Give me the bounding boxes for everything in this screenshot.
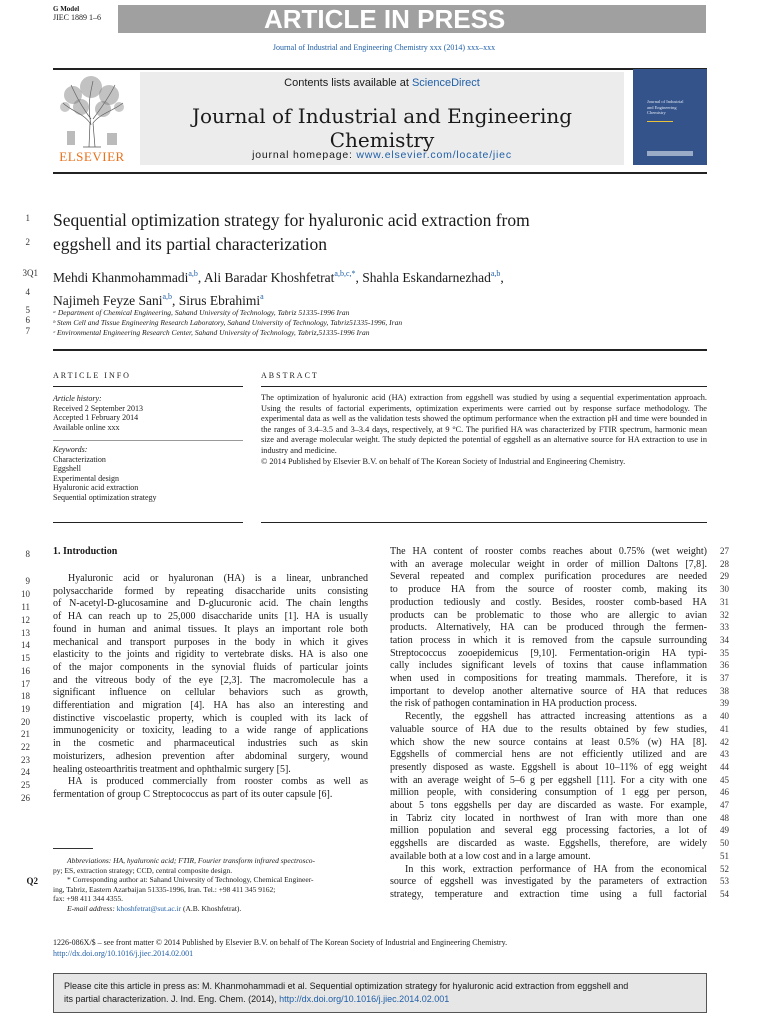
text-line: polysaccharide formed by repeating disaccharide units consisting — [53, 585, 368, 597]
corr-line-3: fax: +98 411 344 4355. — [53, 894, 123, 904]
line-number: 23 — [21, 755, 30, 765]
text-line: which show the new source contains at least 0.5% (w) HA [8]. — [390, 736, 707, 748]
line-number: 48 — [720, 812, 729, 823]
line-number: 1 — [25, 213, 30, 223]
text-line: fermentation of group C Streptococcus as part of its outer capsule [6]. — [53, 788, 333, 800]
line-number: 8 — [25, 549, 30, 559]
author-affil-sup[interactable]: a — [260, 292, 264, 301]
info-divider — [53, 440, 243, 441]
text-line: products can be problematic to those who are allergic to avian — [390, 609, 707, 621]
doi-link[interactable]: http://dx.doi.org/10.1016/j.jiec.2014.02.001 — [53, 949, 194, 958]
history-label: Article history: — [53, 394, 102, 403]
abstract-text: The optimization of hyaluronic acid (HA) extraction from eggshell was studied by using a sequential experimentation approach. Using the results of factorial experiments, optimization experiments were carried out by response surface methodology. The experimental data as well as the validation tests showed the optimum performance when the extraction pH and time were bounded in the ranges of 3.4–3.5 and 3–3.4 days, respectively, at 9 °C. The purified HA was characterized by FTIR spectrum, harmonic mean size and average molecular weight. The study depicted the potential of eggshell as an alternative source for HA extraction to use in industry and medicine. — [261, 393, 707, 455]
line-number: 35 — [720, 647, 729, 658]
line-number: 52 — [720, 863, 729, 874]
line-number: 19 — [21, 704, 30, 714]
text-line: significant influence on cellular behaviors such as growth, — [53, 687, 368, 699]
text-line: elasticity to the joints and rigidity to vertebrate disks. HA is also one — [53, 649, 368, 661]
text-line: found in human and animal tissues. It plays an important role both — [53, 623, 368, 635]
corr-line-2: ing, Tabriz, Eastern Azarbaijan 51335-1996, Iran. Tel.: +98 411 345 9162; — [53, 884, 276, 894]
text-line: distinctive viscoelastic property, which is coupled with its lack of — [53, 712, 368, 724]
title-line-2: eggshell and its partial characterization — [53, 234, 328, 254]
text-line: valuable source of HA due to the results obtained by few studies, — [390, 723, 707, 735]
cover-publisher-strip — [647, 151, 693, 156]
line-number: 22 — [21, 742, 30, 752]
text-line: immunogenicity or toxicity, leading to a wide range of applications — [53, 725, 368, 737]
text-line: of the major components in the synovial fluids of particular joints — [53, 661, 368, 673]
sciencedirect-link[interactable]: ScienceDirect — [411, 77, 480, 89]
keywords-label: Keywords: — [53, 445, 88, 454]
text-line: with an average molecular weight in order of million Daltons [7,8]. — [390, 558, 707, 570]
author-name[interactable]: , Ali Baradar Khoshfetrat — [197, 270, 335, 285]
author-affil-sup[interactable]: a,b — [162, 292, 173, 301]
abstract-copyright: © 2014 Published by Elsevier B.V. on behalf of The Korean Society of Industrial and Engineering Chemistry. — [261, 456, 626, 466]
abbrev-line-2: py; ES, extraction strategy; CCD, central composite design. — [53, 865, 233, 875]
text-line: million population and several egg processing factories, a lot of — [390, 825, 707, 837]
text-line: in the cosmetic and pharmaceutical industries such as skin — [53, 738, 368, 750]
line-number: 16 — [21, 666, 30, 676]
text-line: Hyaluronic acid or hyaluronan (HA) is a linear, unbranched — [68, 573, 368, 584]
text-line: products. Alternatively, HA can be produced through the fermen- — [390, 622, 707, 634]
text-line: of N-acetyl-D-glucosamine and D-glucuronic acid. The chain lengths — [53, 598, 368, 610]
journal-homepage-line — [140, 149, 624, 161]
elsevier-wordmark: ELSEVIER — [59, 149, 125, 164]
affiliation-b: ᵇ Stem Cell and Tissue Engineering Research Laboratory, Sahand University of Technology, Tabriz51335-1996, Iran — [53, 318, 403, 327]
line-number: 33 — [720, 622, 729, 633]
text-line: Several repeated and complex purification procedures are needed — [390, 571, 707, 583]
citation-doi-link[interactable]: http://dx.doi.org/10.1016/j.jiec.2014.02.001 — [279, 993, 450, 1004]
homepage-link[interactable]: www.elsevier.com/locate/jiec — [356, 149, 512, 161]
line-number: 13 — [21, 628, 30, 638]
author-affil-sup[interactable]: a,b — [188, 269, 198, 278]
author-name[interactable]: , Shahla Eskandarnezhad — [355, 270, 491, 285]
g-model-label: G Model — [53, 5, 80, 13]
line-number: 46 — [720, 787, 729, 798]
line-number: 10 — [21, 589, 30, 599]
line-number: 47 — [720, 800, 729, 810]
line-number: 21 — [21, 729, 30, 739]
accepted-date: Accepted 1 February 2014 — [53, 413, 139, 422]
text-line: In this work, extraction performance of HA from the economical — [405, 863, 707, 875]
text-line: cally includes significant levels of toxins that cause inflammation — [390, 660, 707, 672]
text-line: source of eggshell was investigated by the parameters of extraction — [390, 876, 707, 888]
author-affil-sup[interactable]: a,b — [490, 269, 501, 278]
author-list — [53, 264, 693, 310]
line-number: 29 — [720, 571, 729, 582]
line-number: 18 — [21, 691, 30, 701]
query-marker-q2: Q2 — [26, 876, 38, 886]
abbrev-line-1: Abbreviations: HA, hyaluronic acid; FTIR, Fourier transform infrared spectrosco- — [67, 856, 316, 865]
line-number: 49 — [720, 825, 729, 836]
line-number: 2 — [25, 237, 30, 247]
line-number: 20 — [21, 717, 30, 727]
contents-line — [140, 77, 624, 89]
journal-cover-thumbnail[interactable] — [633, 69, 707, 165]
line-number: 24 — [21, 767, 30, 777]
text-line: HA is produced commercially from rooster combs as well as — [68, 776, 368, 788]
citation-prefix: its partial characterization. J. Ind. Eng. Chem. (2014), — [64, 993, 280, 1004]
author-name[interactable]: Najimeh Feyze Sani — [53, 293, 163, 308]
introduction-heading: 1. Introduction — [53, 546, 118, 557]
line-number: 31 — [720, 596, 729, 607]
line-number: 9 — [25, 576, 30, 586]
article-title — [53, 208, 653, 256]
text-line: eggshells are discarded as waste. Eggshells, therefore, are widely — [390, 838, 707, 850]
info-bottom-rule — [53, 522, 243, 523]
text-line: moisturizers, adhesion prevention after abdominal surgery, wound — [53, 750, 368, 762]
text-line: with an average weight of 5–6 g per eggshell [11]. For a city with one — [390, 774, 707, 786]
line-number: 27 — [720, 546, 729, 556]
corr-line-1: * Corresponding author at: Sahand University of Technology, Chemical Engineer- — [67, 875, 314, 885]
line-number: 37 — [720, 673, 729, 683]
footnote-rule — [53, 848, 93, 849]
article-info-block — [53, 394, 243, 502]
line-number: 32 — [720, 609, 729, 620]
masthead-top-rule — [53, 68, 707, 70]
line-number: 39 — [720, 698, 729, 709]
email-suffix: (A.B. Khoshfetrat). — [181, 903, 242, 913]
contents-prefix: Contents lists available at — [284, 77, 412, 89]
line-number: 45 — [720, 774, 729, 785]
cover-accent — [647, 121, 673, 122]
line-number: 11 — [21, 602, 30, 612]
info-rule — [53, 386, 243, 387]
footer-block — [53, 937, 707, 959]
line-number: 30 — [720, 584, 729, 595]
section-divider — [53, 349, 707, 351]
citation-box — [53, 973, 707, 1013]
author-name[interactable]: Mehdi Khanmohammadi — [53, 270, 189, 285]
line-number: 12 — [21, 615, 30, 625]
text-line: presently disposed as waste. Eggshell is about 10–11% of egg weight — [390, 761, 707, 773]
line-number: 15 — [21, 653, 30, 663]
text-line: important to develop another alternative source of HA that reduces — [390, 685, 707, 697]
line-number: 40 — [720, 711, 729, 722]
author-line-2 — [53, 287, 693, 310]
line-number: 44 — [720, 761, 729, 772]
author-line-1: Mehdi Khanmohammadi$^{a,b}$, Ali Baradar Khoshfetrat$^{a,b,c,*}$, Shahla Eskandarnezhad$^{a,b}$, — [53, 269, 504, 285]
abstract-bottom-rule — [261, 522, 707, 523]
text-line: available both at a low cost and in a large amount. — [390, 850, 591, 862]
keyword: Eggshell — [53, 464, 81, 473]
line-number-q1: 3Q1 — [22, 268, 38, 278]
citation-line-1: Please cite this article in press as: M. Khanmohammadi et al. Sequential optimization strategy for hyaluronic acid extraction from eggshell and — [64, 981, 629, 991]
text-line: Recently, the eggshell has attracted increasing attentions as a — [405, 711, 707, 723]
masthead-bottom-rule — [53, 172, 707, 174]
line-number: 42 — [720, 736, 729, 747]
article-info-heading: ARTICLE INFO — [53, 371, 131, 380]
text-line: million people, with considering consumption of 1 egg per person, — [390, 787, 707, 799]
text-line: to produce HA from the source of rooster comb, making its — [390, 584, 707, 596]
text-line: The HA content of rooster combs reaches about 0.75% (wet weight) — [390, 546, 707, 557]
footnotes — [53, 856, 368, 914]
line-number: 25 — [21, 780, 30, 790]
line-number: 7 — [25, 326, 30, 336]
author-name[interactable]: , Sirus Ebrahimi — [172, 293, 261, 308]
line-number: 53 — [720, 876, 729, 887]
line-number: 14 — [21, 640, 30, 650]
line-number: 36 — [720, 660, 729, 671]
line-number: 50 — [720, 838, 729, 849]
text-line: production tediously and costly. Besides, rooster comb-based HA — [390, 596, 707, 608]
author-affil-sup[interactable]: a,b,c,* — [334, 269, 356, 278]
line-number: 6 — [25, 315, 30, 325]
journal-title: Journal of Industrial and Engineering Chemistry — [191, 104, 573, 152]
text-line: mechanical and transport purposes in the body in which it gives — [53, 636, 368, 648]
line-number: 34 — [720, 634, 729, 645]
line-number: 4 — [25, 287, 30, 297]
abstract-heading: ABSTRACT — [261, 371, 319, 380]
keyword: Experimental design — [53, 473, 119, 483]
received-date: Received 2 September 2013 — [53, 403, 143, 413]
line-number: 51 — [720, 850, 729, 861]
affiliation-a: ᵃ Department of Chemical Engineering, Sahand University of Technology, Tabriz 51335-1996 Iran — [53, 308, 350, 317]
article-code: JIEC 1889 1–6 — [53, 13, 101, 22]
article-in-press-banner: ARTICLE IN PRESS — [118, 5, 706, 33]
online-date: Available online xxx — [53, 422, 120, 432]
affiliation-c: ᶜ Environmental Engineering Research Center, Sahand University of Technology, Tabriz,51335-1996 Iran — [53, 328, 370, 337]
line-number: 38 — [720, 685, 729, 696]
text-line: healing osteoarthritis treatment and ophthalmic surgery [5]. — [53, 763, 291, 775]
elsevier-logo[interactable] — [53, 73, 131, 165]
abstract-block — [261, 393, 707, 467]
right-column-text — [390, 546, 707, 902]
line-number: 5 — [25, 305, 30, 315]
text-line: Streptococcus zooepidemicus [9,10]. Fermentation-origin HA typi- — [390, 647, 707, 659]
line-number: 54 — [720, 888, 729, 899]
line-number: 41 — [720, 723, 729, 734]
line-number: 28 — [720, 558, 729, 569]
text-line: when used in compositions for treating mammals. Therefore, it is — [390, 673, 707, 685]
keyword: Sequential optimization strategy — [53, 492, 157, 502]
line-number: 26 — [21, 793, 30, 803]
abstract-rule — [261, 386, 707, 387]
email-link[interactable]: khoshfetrat@sut.ac.ir — [116, 903, 182, 913]
text-line: differentiation and migration [4]. HA has also an interesting and — [53, 700, 368, 712]
text-line: the risk of pathogen contamination in HA production process. — [390, 698, 637, 710]
text-line: strategy, temperature and extraction time using a full factorial — [390, 888, 707, 900]
left-column-text — [53, 573, 368, 802]
citation-line-2 — [64, 993, 696, 1006]
line-number: 17 — [21, 679, 30, 689]
text-line: in Tabriz city located in northwest of Iran with more than one — [390, 812, 707, 824]
journal-citation-line[interactable]: Journal of Industrial and Engineering Chemistry xxx (2014) xxx–xxx — [272, 43, 496, 52]
email-label: E-mail address: — [67, 903, 117, 913]
keyword: Hyaluronic acid extraction — [53, 483, 139, 492]
keyword: Characterization — [53, 454, 106, 464]
title-line-1: Sequential optimization strategy for hyaluronic acid extraction from — [53, 210, 530, 230]
text-line: tation process in which it is removed from the capsule surrounding — [390, 634, 707, 646]
cover-text: Journal of Industrial and Engineering Chemistry — [647, 99, 684, 115]
issn-line: 1226-086X/$ – see front matter © 2014 Published by Elsevier B.V. on behalf of The Korean Society of Industrial and Engineering Chemistry. — [53, 938, 508, 947]
text-line: Eggshells of commercial hens are not efficiently utilized and are — [390, 749, 707, 761]
text-line: and the vitreous body of the eye [2,3]. The macromolecule has a — [53, 674, 368, 686]
homepage-prefix: journal homepage: — [252, 149, 357, 161]
email-line — [53, 904, 368, 914]
line-number: 43 — [720, 749, 729, 760]
text-line: about 5 tons eggshells per day are discarded as waste. For example, — [390, 800, 707, 812]
text-line: of HA can reach up to 25,000 disaccharide units [1]. HA is usually — [53, 611, 368, 623]
